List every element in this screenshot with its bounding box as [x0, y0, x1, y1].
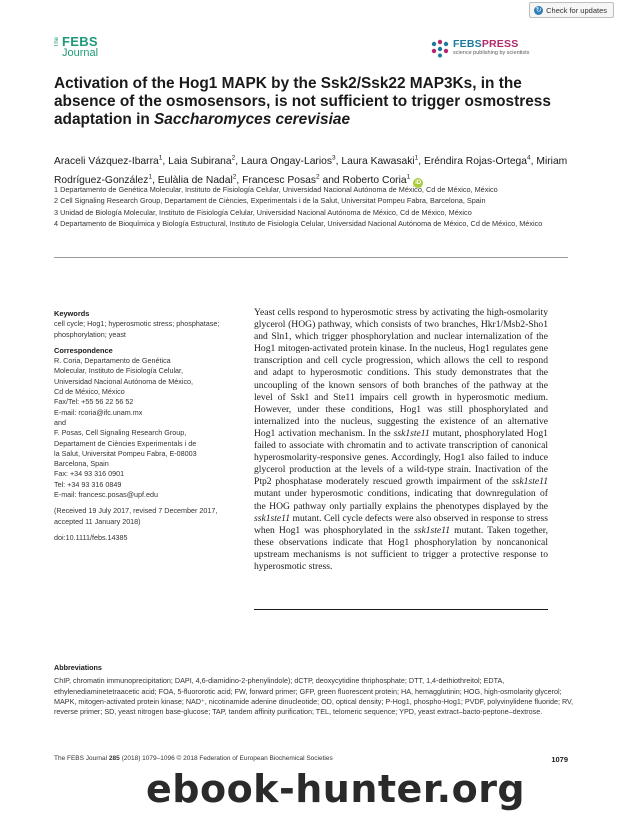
update-icon: ↻: [535, 6, 542, 14]
correspondence-line: Tel: +34 93 316 0849: [54, 479, 122, 489]
abstract-text: Yeast cells respond to hyperosmotic stress by activating the high-osmolarity glycerol (HOG) pathway, which consists of two branches, Hkr1/Msb2-Sho1 and Sln1, which trigger phosphorylation and nuclear internalization of the Hog1 mitogen-activated protein kinase. In the nucleus, Hog1 regulates gene transcription and cell cycle progression, which allows the cell to respond and adapt to hyperosmotic conditions. This study demonstrates that the uncoupling of the known sensors of both branches of the pathway at the level of Ssk1 and Ste11 impairs cell growth in hyperosmotic medium. However, under these conditions, Hog1 was still phosphorylated and internalized into the nucleus, suggesting the existence of an alternative Hog1 activation mechanism. In the ssk1ste11 mutant, phosphorylated Hog1 failed to associate with chromatin and to activate transcription of canonical hyperosmolarity-responsive genes. Accordingly, Hog1 also failed to induce glycerol production at the levels of a wild-type strain. Inactivation of the Ptp2 phosphatase moderately rescued growth impairment of the ssk1ste11 mutant under hyperosmotic conditions, indicating that downregulation of the HOG pathway only partially explains the phenotypes displayed by the ssk1ste11 mutant. Cell cycle defects were also observed in response to stress when Hog1 was phosphorylated in the ssk1ste11 mutant. Taken together, these observations indicate that Hog1 phosphorylation by noncanonical upstream mechanisms is not sufficient to trigger a protective response to hyperosmotic stress.: [254, 307, 548, 572]
correspondence-line: Departament de Ciències Experimentals i de: [54, 438, 197, 448]
affiliation: 2 Cell Signaling Research Group, Departament de Ciències, Experimentals i de la Salut, Universitat Pompeu Fabra, Barcelona, Spain: [54, 196, 486, 206]
article-title: Activation of the Hog1 MAPK by the Ssk2/Ssk22 MAP3Ks, in the absence of the osmosensors, is not sufficient to trigger osmostress adaptation in Saccharomyces cerevisiae: [54, 75, 551, 128]
journal-logo: [54, 33, 124, 61]
journal-logo-journal: Journal: [62, 47, 99, 59]
correspondence-line: Universidad Nacional Autónoma de México,: [54, 376, 194, 386]
publisher-name: FEBSPRESS: [453, 38, 519, 50]
author: Eréndira Rojas-Ortega$^4$,: [424, 155, 537, 168]
page-footer: [54, 755, 568, 762]
abbreviations-text: ChIP, chromatin immunoprecipitation; DAPI, 4,6-diamidino-2-phenylindole); dCTP, deoxycytidine thriphosphate; DTT, 1,4-dethiothreitol; EDTA, ethylenediaminetetraacetic acid; FOA, 5-fluororotic acid; FW, forward primer; GFP, green fluorescent protein; HA, hemagglutinin; HOG, high-osmolarity glycerol; MAPK, mitogen-activated protein kinase; NAD⁺, nicotinamide adenine dinucleotide; OD, optical density; P-Hog1, phospho-Hog1; PVDF, polyvinylidene fluoride; RV, reverse primer; SD, yeast nitrogen base-glucose; TAP, tandem affinity purification; TEL, telomeric sequence; YPD, yeast extract–bacto-peptone–dextrose.: [54, 676, 574, 717]
footer-citation: The FEBS Journal 285 (2018) 1079–1096 © 2018 Federation of European Biochemical Societies: [54, 755, 333, 762]
correspondence-line: Barcelona, Spain: [54, 459, 109, 469]
species-name: Saccharomyces cerevisiae: [154, 111, 350, 128]
author: Laia Subirana$^2$,: [168, 155, 241, 168]
correspondence-line: F. Posas, Cell Signaling Research Group,: [54, 428, 187, 438]
check-for-updates-label: Check for updates: [546, 5, 607, 15]
keywords: cell cycle; Hog1; hyperosmotic stress; phosphatase; phosphorylation; yeast: [54, 319, 220, 339]
affiliation: 4 Departamento de Bioquímica y Biología Estructural, Instituto de Fisiología Celular, Universidad Nacional Autónoma de México, Cd de México, México: [54, 218, 543, 228]
author: Miriam Rodríguez-González$^1$,: [54, 156, 568, 187]
author: Laura Kawasaki$^1$,: [341, 155, 424, 168]
abbreviations: [54, 663, 574, 717]
check-for-updates-button[interactable]: [529, 2, 614, 18]
keywords-heading: Keywords: [54, 309, 90, 318]
correspondence-line: Cd de México, México: [54, 387, 125, 397]
correspondence-heading: Correspondence: [54, 345, 113, 355]
publisher-logo: [430, 36, 580, 60]
correspondence-line: la Salut, Universitat Pompeu Fabra, E-08003: [54, 448, 197, 458]
received-dates: (Received 19 July 2017, revised 7 December 2017, accepted 11 January 2018): [54, 506, 218, 526]
correspondence-line: and: [54, 417, 66, 427]
correspondence-line: R. Coria, Departamento de Genética: [54, 356, 171, 366]
orcid-icon[interactable]: iD: [415, 180, 422, 187]
correspondence-line: Molecular, Instituto de Fisiología Celular,: [54, 366, 184, 376]
correspondence-email[interactable]: E-mail: francesc.posas@upf.edu: [54, 490, 158, 500]
watermark: ebook-hunter.org: [146, 767, 526, 811]
febs-press-dots-icon: [430, 38, 450, 58]
author: Araceli Vázquez-Ibarra$^1$,: [54, 155, 169, 168]
page-number: 1079: [551, 755, 568, 764]
author: Roberto Coria$^1$: [342, 173, 411, 187]
correspondence-line: Fax/Tel: +55 56 22 56 52: [54, 397, 134, 407]
correspondence-line: Fax: +34 93 316 0901: [54, 469, 125, 479]
sidebar-metadata: [54, 309, 229, 549]
journal-logo-febs: FEBS: [62, 34, 98, 49]
author: Eulàlia de Nadal$^2$,: [157, 173, 243, 187]
affiliation: 1 Departamento de Genética Molecular, Instituto de Fisiología Celular, Universidad Nacional Autónoma de México, Cd de México, México: [54, 185, 498, 194]
doi-link[interactable]: doi:10.1111/febs.14385: [54, 532, 128, 542]
author: Laura Ongay-Larios$^3$,: [241, 155, 342, 168]
correspondence-email[interactable]: E-mail: rcoria@ifc.unam.mx: [54, 407, 143, 417]
abstract-rule: [254, 609, 548, 610]
journal-logo-the: The: [54, 37, 60, 48]
publisher-tagline: science publishing by scientists: [453, 50, 530, 56]
affiliation: 3 Unidad de Biología Molecular, Instituto de Fisiología Celular, Universidad Nacional Autónoma de México, Cd de México, México: [54, 207, 472, 217]
affiliations: [54, 184, 574, 229]
author: Francesc Posas$^2$ and: [242, 173, 343, 187]
header-divider: [54, 257, 568, 258]
abbreviations-heading: Abbreviations: [54, 663, 102, 672]
